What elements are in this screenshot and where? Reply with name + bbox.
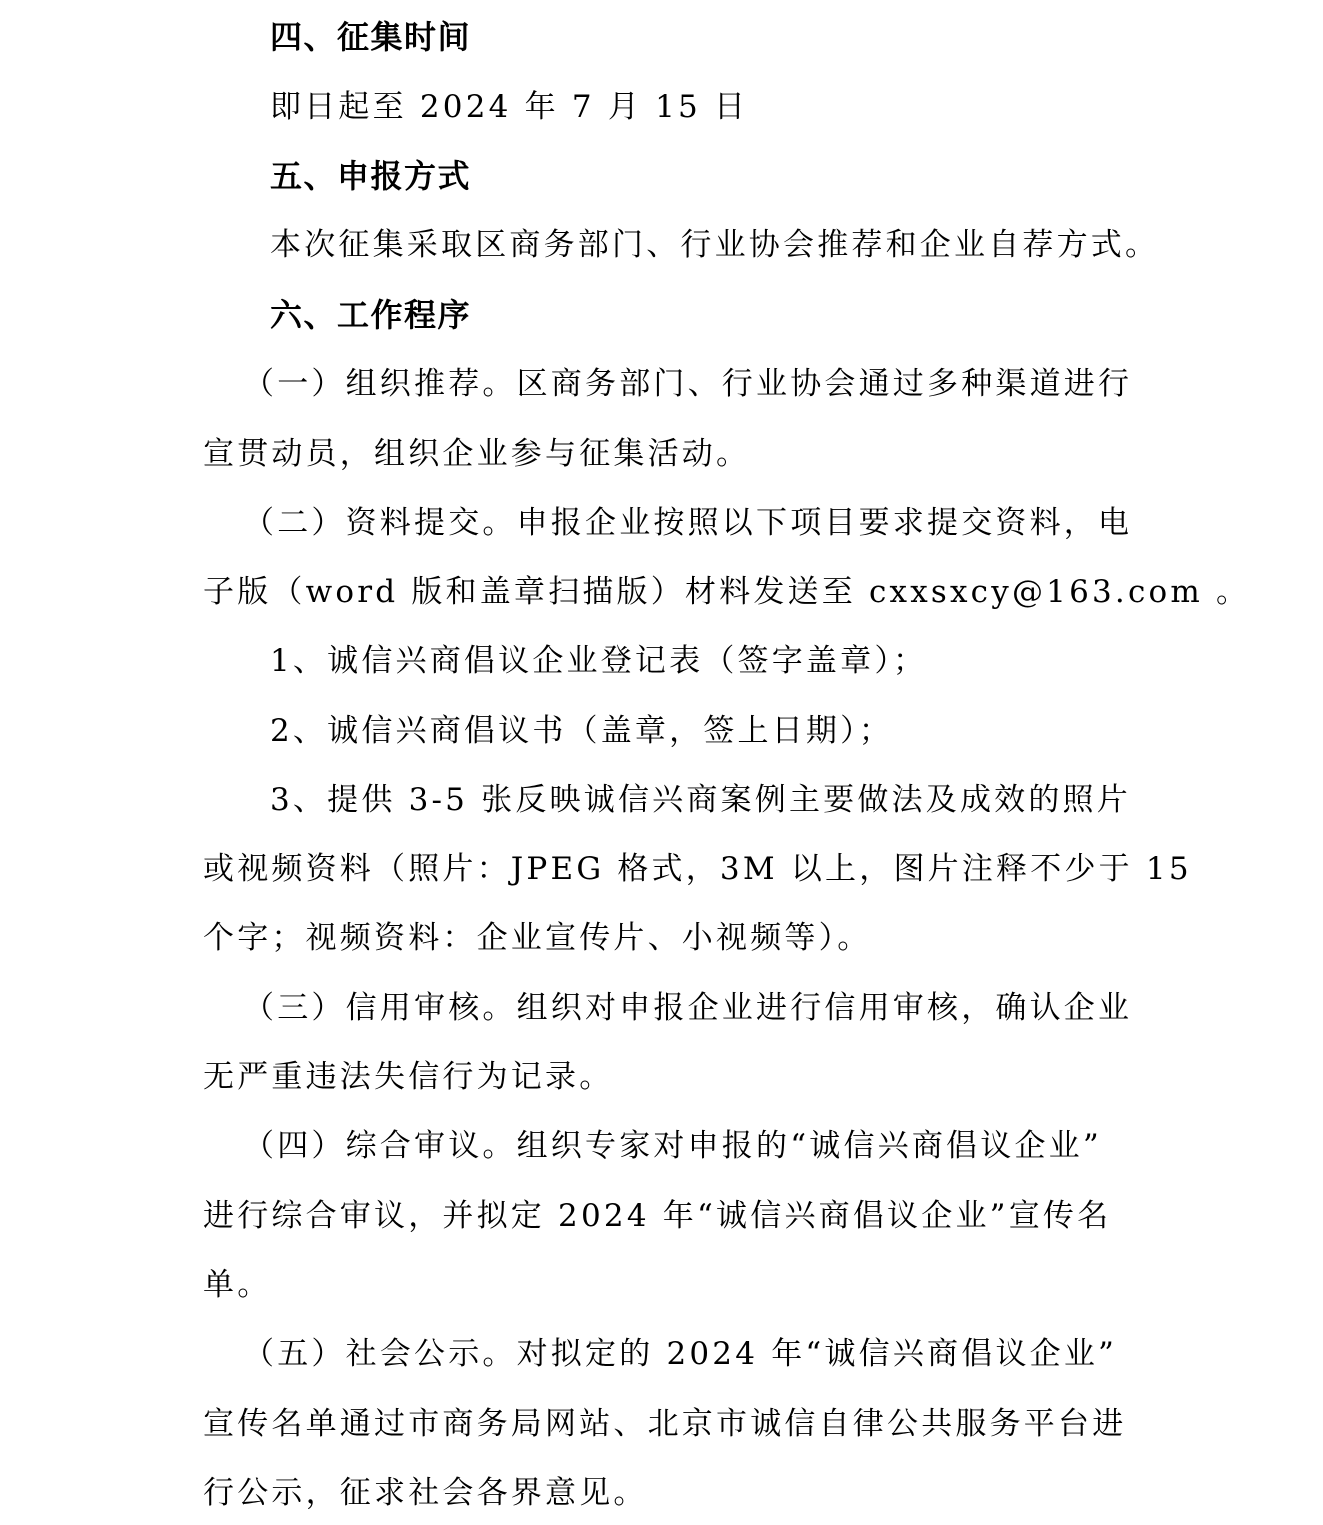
material-item-1: 1、诚信兴商倡议企业登记表（签字盖章）；	[270, 643, 928, 679]
collection-time-text: 即日起至 2024 年 7 月 15 日	[270, 89, 749, 125]
procedure-item-1-line-1: （一）组织推荐。区商务部门、行业协会通过多种渠道进行	[243, 366, 1133, 402]
procedure-item-2-line-2: 子版（word 版和盖章扫描版）材料发送至 cxxsxcy@163.com 。	[203, 574, 1251, 610]
procedure-item-2-line-1: （二）资料提交。申报企业按照以下项目要求提交资料，电	[243, 505, 1133, 541]
procedure-item-4-line-1: （四）综合审议。组织专家对申报的“诚信兴商倡议企业”	[243, 1128, 1102, 1164]
material-item-3-line-3: 个字；视频资料：企业宣传片、小视频等）。	[203, 920, 872, 956]
material-item-2: 2、诚信兴商倡议书（盖章，签上日期）；	[270, 713, 894, 749]
procedure-item-5-line-3: 行公示，征求社会各界意见。	[203, 1475, 648, 1511]
section-heading-collection-time: 四、征集时间	[270, 18, 472, 56]
procedure-item-3-line-1: （三）信用审核。组织对申报企业进行信用审核，确认企业	[243, 990, 1133, 1026]
section-heading-application-method: 五、申报方式	[270, 157, 472, 195]
procedure-item-1-line-2: 宣贯动员，组织企业参与征集活动。	[203, 436, 751, 472]
material-item-3-line-2: 或视频资料（照片：JPEG 格式，3M 以上，图片注释不少于 15	[203, 851, 1192, 887]
section-heading-work-procedure: 六、工作程序	[270, 296, 472, 334]
procedure-item-5-line-2: 宣传名单通过市商务局网站、北京市诚信自律公共服务平台进	[203, 1406, 1127, 1442]
procedure-item-5-line-1: （五）社会公示。对拟定的 2024 年“诚信兴商倡议企业”	[243, 1336, 1118, 1372]
procedure-item-4-line-3: 单。	[203, 1267, 272, 1303]
procedure-item-3-line-2: 无严重违法失信行为记录。	[203, 1059, 614, 1095]
procedure-item-4-line-2: 进行综合审议，并拟定 2024 年“诚信兴商倡议企业”宣传名	[203, 1198, 1112, 1234]
application-method-text: 本次征集采取区商务部门、行业协会推荐和企业自荐方式。	[270, 227, 1160, 263]
material-item-3-line-1: 3、提供 3-5 张反映诚信兴商案例主要做法及成效的照片	[270, 782, 1131, 818]
